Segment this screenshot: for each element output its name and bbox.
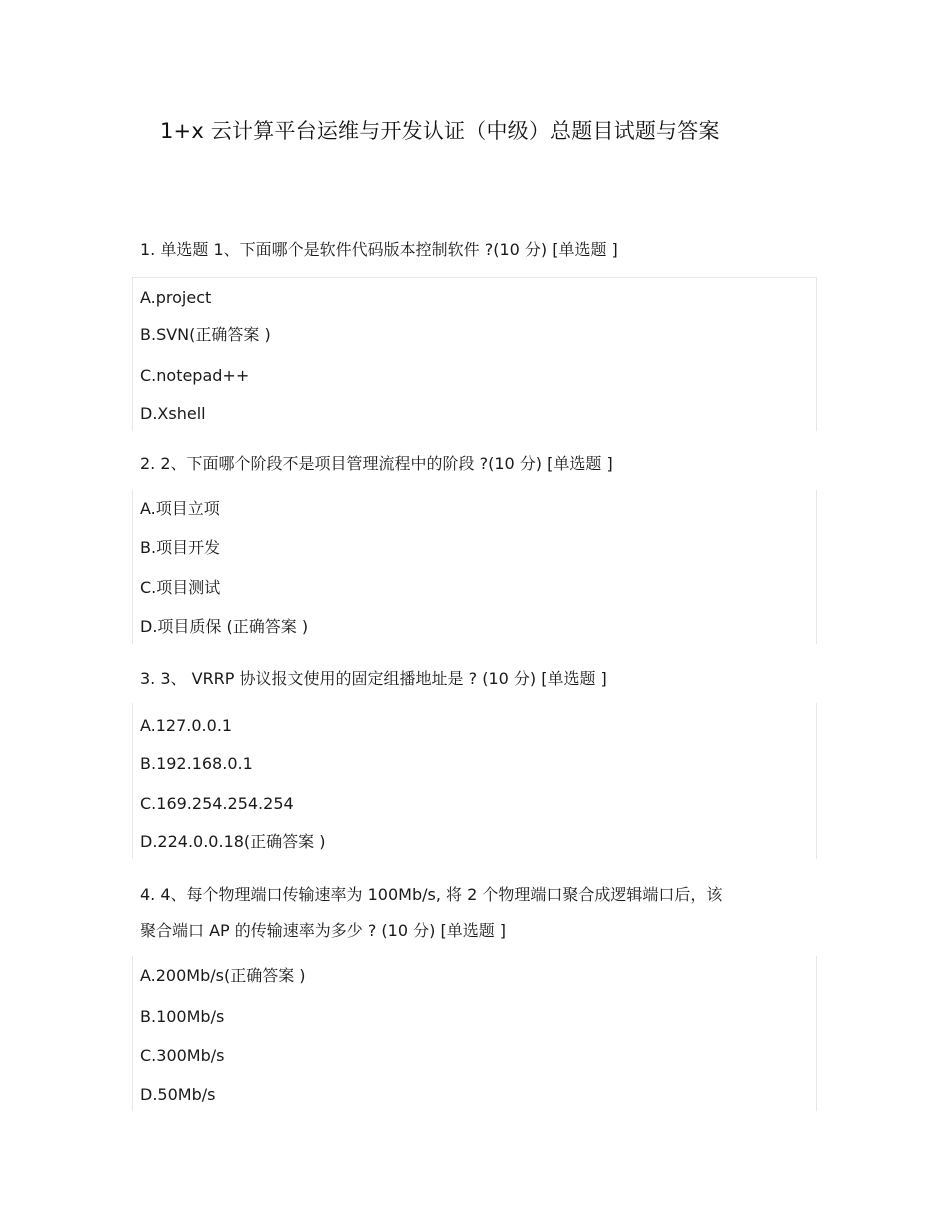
option-d: D.224.0.0.18(正确答案 ) (140, 832, 326, 851)
option-a: A.200Mb/s(正确答案 ) (140, 966, 306, 985)
option-b: B.192.168.0.1 (140, 754, 253, 773)
option-c: C.notepad++ (140, 366, 250, 385)
question-text: 3. 3、 VRRP 协议报文使用的固定组播地址是 ? (10 分) [单选题 ] (140, 669, 607, 688)
option-a: A.项目立项 (140, 499, 220, 518)
option-b: B.项目开发 (140, 538, 221, 557)
option-c: C.项目测试 (140, 578, 221, 597)
option-c: C.169.254.254.254 (140, 794, 294, 813)
question-4-options (132, 956, 817, 1111)
option-b: B.SVN(正确答案 ) (140, 325, 271, 344)
option-d: D.项目质保 (正确答案 ) (140, 617, 309, 636)
question-1-stem (140, 232, 618, 268)
question-3-options (132, 703, 817, 859)
option-a: A.127.0.0.1 (140, 716, 233, 735)
option-a: A.project (140, 288, 212, 307)
option-d: D.50Mb/s (140, 1085, 216, 1104)
question-2-options (132, 490, 817, 644)
document-title: 1+x 云计算平台运维与开发认证（中级）总题目试题与答案 (160, 119, 720, 143)
option-d: D.Xshell (140, 404, 206, 423)
question-1-options (132, 277, 817, 431)
question-4-stem (140, 877, 722, 949)
question-text-line-2: 聚合端口 AP 的传输速率为多少 ? (10 分) [单选题 ] (140, 921, 507, 940)
option-c: C.300Mb/s (140, 1046, 225, 1065)
question-text-line-1: 4. 4、每个物理端口传输速率为 100Mb/s, 将 2 个物理端口聚合成逻辑端口后，该 (140, 885, 723, 904)
question-text: 2. 2、下面哪个阶段不是项目管理流程中的阶段 ?(10 分) [单选题 ] (140, 454, 613, 473)
question-text: 1. 单选题 1、下面哪个是软件代码版本控制软件 ?(10 分) [单选题 ] (140, 240, 618, 259)
question-2-stem (140, 446, 613, 482)
question-3-stem (140, 661, 607, 697)
option-b: B.100Mb/s (140, 1007, 225, 1026)
